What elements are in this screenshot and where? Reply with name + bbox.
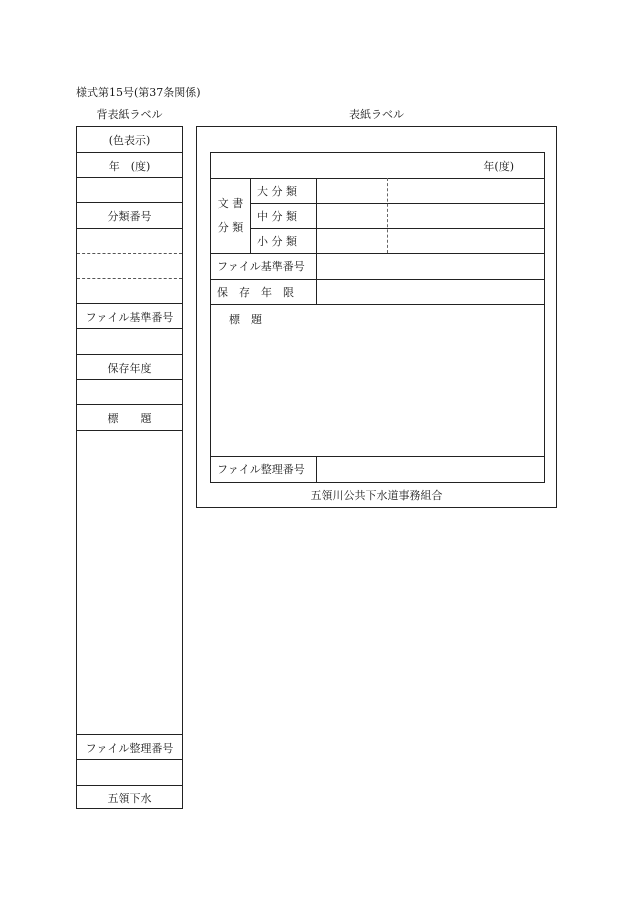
- form-title: 様式第15号(第37条関係): [76, 86, 201, 99]
- retention-period-label: 保 存 年 限: [217, 285, 294, 299]
- document-classification-label-1: 文 書: [217, 196, 244, 210]
- cover-label-caption: 表紙ラベル: [349, 108, 404, 121]
- spine-retention-year-field[interactable]: [77, 379, 182, 405]
- spine-classification-middle-field[interactable]: [77, 253, 182, 279]
- document-classification-label-2: 分 類: [217, 220, 244, 234]
- minor-class-code-field[interactable]: [317, 228, 387, 253]
- spine-file-base-number-field[interactable]: [77, 328, 182, 355]
- cover-organization: 五領川公共下水道事務組合: [310, 489, 443, 502]
- minor-class-name-field[interactable]: [388, 228, 544, 253]
- middle-class-code-field[interactable]: [317, 203, 387, 228]
- cover-title-label: 標 題: [229, 313, 262, 326]
- major-class-name-field[interactable]: [388, 178, 544, 203]
- cover-file-management-number-label: ファイル整理番号: [217, 463, 305, 476]
- spine-label-caption: 背表紙ラベル: [96, 108, 163, 121]
- spine-classification-number-label: 分類番号: [77, 202, 182, 229]
- middle-class-name-field[interactable]: [388, 203, 544, 228]
- spine-label: [76, 126, 183, 809]
- spine-organization: 五領下水: [77, 785, 182, 810]
- retention-period-field[interactable]: [317, 279, 544, 304]
- divider: [250, 178, 251, 253]
- minor-class-label: 小 分 類: [257, 234, 297, 248]
- spine-year: 年 (度): [77, 152, 182, 178]
- spine-file-management-number-label: ファイル整理番号: [77, 734, 182, 760]
- spine-color-display: (色表示): [108, 133, 151, 147]
- spine-file-management-number-field[interactable]: [77, 759, 182, 786]
- cover-inner-table: [210, 152, 545, 483]
- cover-year: 年(度): [483, 159, 514, 173]
- major-class-code-field[interactable]: [317, 178, 387, 203]
- divider: [211, 304, 544, 305]
- cover-file-base-number-label: ファイル基準番号: [217, 260, 305, 273]
- spine-retention-year-label: 保存年度: [77, 354, 182, 380]
- spine-classification-major-field[interactable]: [77, 228, 182, 254]
- cover-title-field[interactable]: [212, 329, 543, 455]
- major-class-label: 大 分 類: [257, 184, 297, 198]
- spine-title-field[interactable]: [77, 430, 182, 735]
- cover-file-management-number-field[interactable]: [317, 456, 544, 482]
- spine-year-field[interactable]: [77, 177, 182, 203]
- spine-classification-minor-field[interactable]: [77, 278, 182, 304]
- middle-class-label: 中 分 類: [257, 209, 297, 223]
- spine-title-label: 標 題: [77, 404, 182, 431]
- cover-label: [196, 126, 557, 508]
- spine-file-base-number-label: ファイル基準番号: [77, 303, 182, 329]
- cover-file-base-number-field[interactable]: [317, 253, 544, 279]
